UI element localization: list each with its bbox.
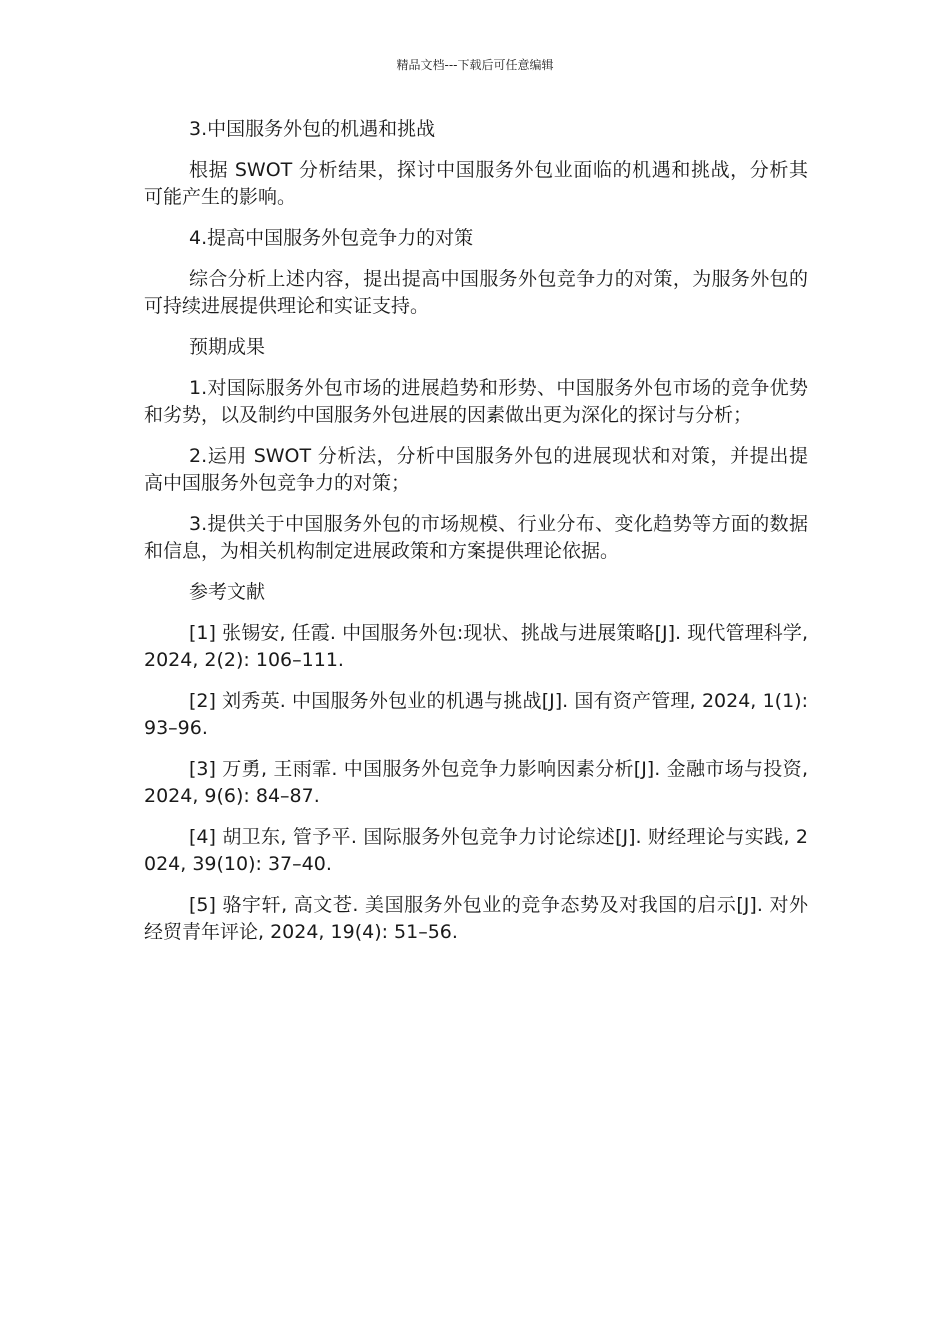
references-heading: 参考文献 bbox=[189, 581, 266, 603]
reference-item-3: [3] 万勇, 王雨霏. 中国服务外包竞争力影响因素分析[J]. 金融市场与投资, 2024, 9(6): 84–87. bbox=[144, 758, 808, 807]
reference-item-4: [4] 胡卫东, 管予平. 国际服务外包竞争力讨论综述[J]. 财经理论与实践, 2024, 39(10): 37–40. bbox=[144, 826, 808, 875]
outcome-item-2: 2.运用 SWOT 分析法，分析中国服务外包的进展现状和对策，并提出提高中国服务外包竞争力的对策； bbox=[144, 445, 808, 494]
reference-item-5: [5] 骆宇轩, 高文苍. 美国服务外包业的竞争态势及对我国的启示[J]. 对外经贸青年评论, 2024, 19(4): 51–56. bbox=[144, 894, 808, 943]
section-heading-countermeasures: 4.提高中国服务外包竞争力的对策 bbox=[189, 227, 474, 249]
reference-item-1: [1] 张锡安, 任霞. 中国服务外包:现状、挑战与进展策略[J]. 现代管理科学, 2024, 2(2): 106–111. bbox=[144, 622, 808, 671]
outcome-item-3: 3.提供关于中国服务外包的市场规模、行业分布、变化趋势等方面的数据和信息，为相关机构制定进展政策和方案提供理论依据。 bbox=[144, 513, 808, 562]
outcome-item-1: 1.对国际服务外包市场的进展趋势和形势、中国服务外包市场的竞争优势和劣势，以及制约中国服务外包进展的因素做出更为深化的探讨与分析； bbox=[144, 377, 808, 426]
section-heading-opportunities: 3.中国服务外包的机遇和挑战 bbox=[189, 118, 436, 140]
section-body-countermeasures: 综合分析上述内容，提出提高中国服务外包竞争力的对策，为服务外包的可持续进展提供理论和实证支持。 bbox=[144, 268, 808, 317]
reference-item-2: [2] 刘秀英. 中国服务外包业的机遇与挑战[J]. 国有资产管理, 2024, 1(1): 93–96. bbox=[144, 690, 808, 739]
section-body-opportunities: 根据 SWOT 分析结果，探讨中国服务外包业面临的机遇和挑战，分析其可能产生的影响。 bbox=[144, 159, 808, 208]
page-header: 精品文档---下载后可任意编辑 bbox=[396, 58, 554, 72]
document-body bbox=[144, 116, 808, 960]
outcomes-heading: 预期成果 bbox=[189, 336, 266, 358]
